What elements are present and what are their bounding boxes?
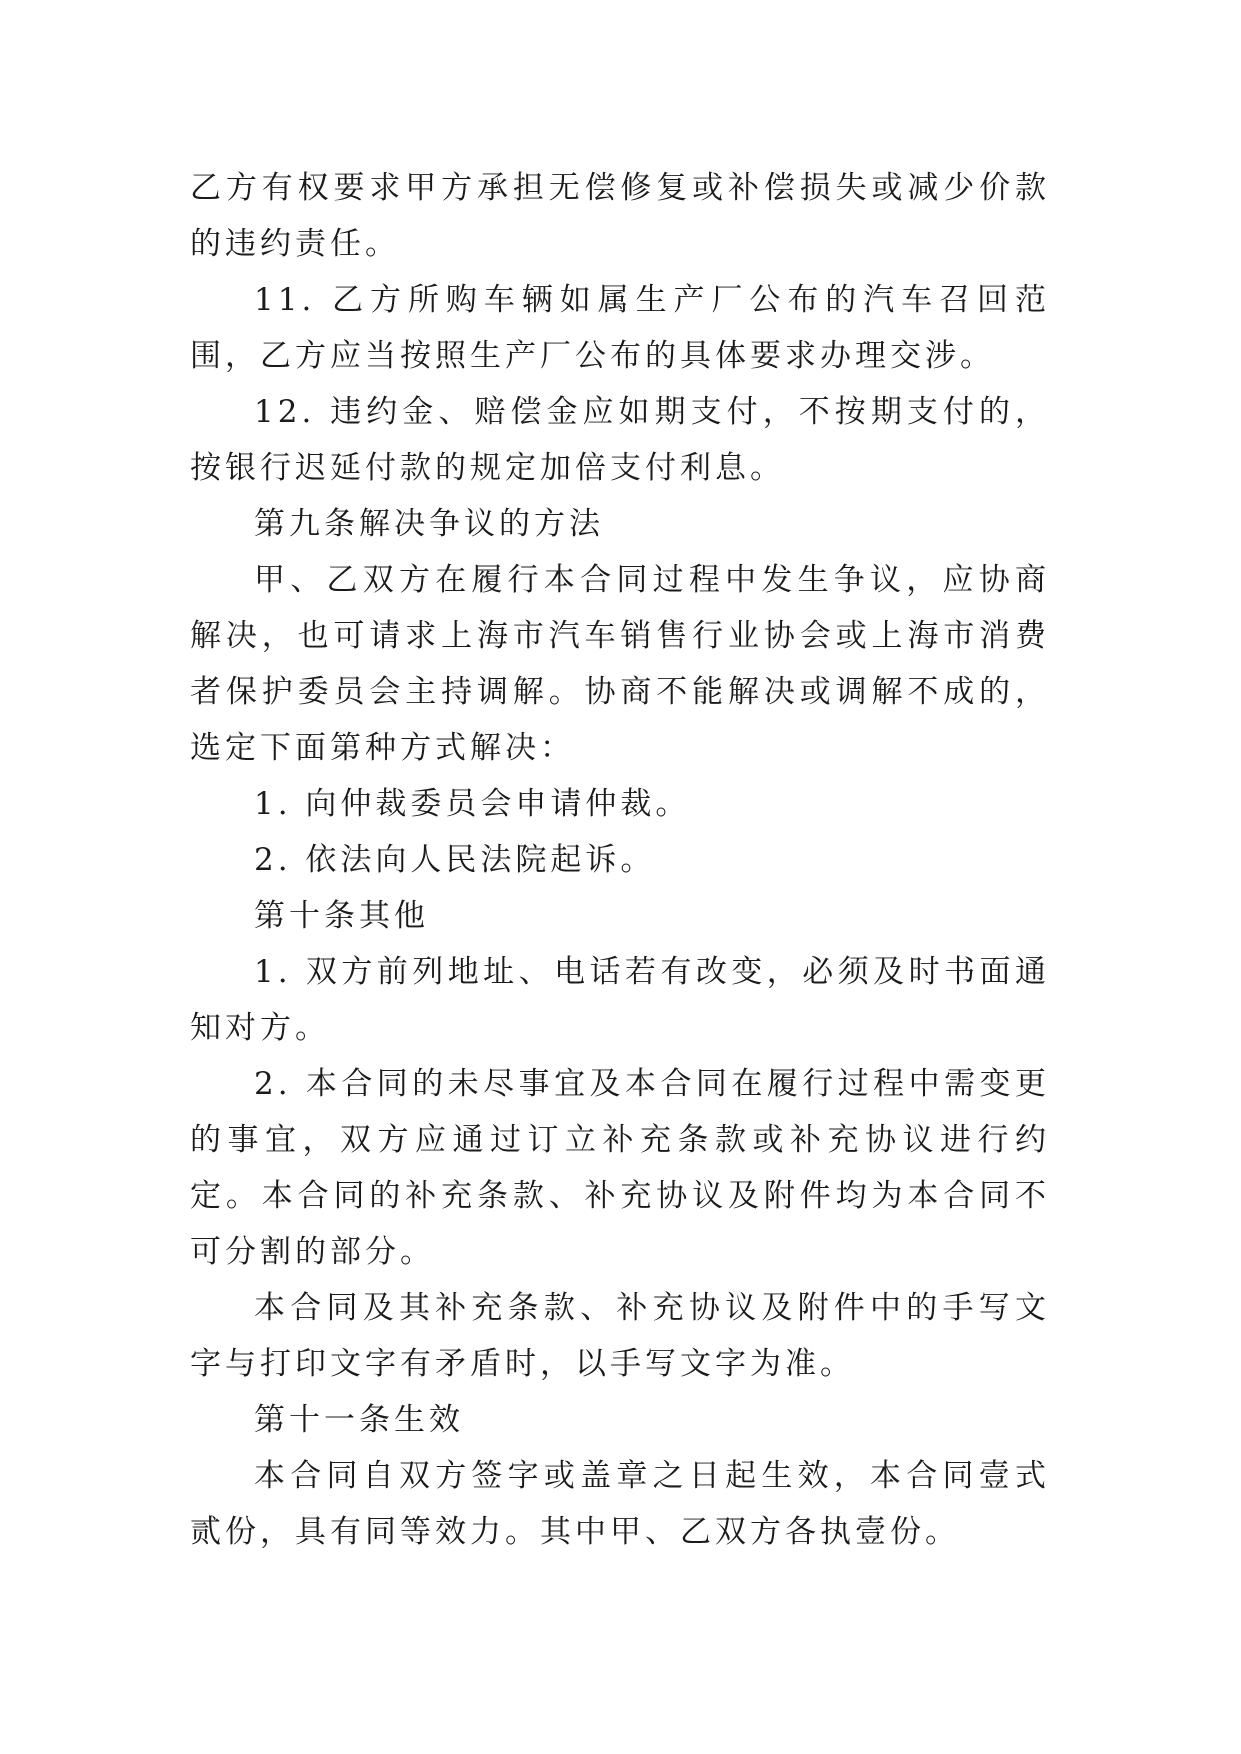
- paragraph-liability-continuation: 乙方有权要求甲方承担无偿修复或补偿损失或减少价款的违约责任。: [190, 170, 1050, 262]
- paragraph-item-11-recall: 11. 乙方所购车辆如属生产厂公布的汽车召回范围，乙方应当按照生产厂公布的具体要求办理交涉。: [190, 282, 1050, 374]
- paragraph-effectiveness: 本合同自双方签字或盖章之日起生效，本合同壹式贰份，具有同等效力。其中甲、乙双方各执壹份。: [190, 1458, 1050, 1550]
- paragraph-option-lawsuit: 2. 依法向人民法院起诉。: [254, 842, 656, 878]
- paragraph-other-item-1: 1. 双方前列地址、电话若有改变，必须及时书面通知对方。: [190, 954, 1050, 1046]
- paragraph-option-arbitration: 1. 向仲裁委员会申请仲裁。: [254, 786, 691, 822]
- paragraph-item-12-penalty: 12. 违约金、赔偿金应如期支付，不按期支付的，按银行迟延付款的规定加倍支付利息。: [190, 394, 1050, 486]
- heading-article-11: 第十一条生效: [254, 1402, 464, 1438]
- heading-article-9: 第九条解决争议的方法: [254, 506, 604, 542]
- paragraph-other-item-2: 2. 本合同的未尽事宜及本合同在履行过程中需变更的事宜，双方应通过订立补充条款或补充协议进行约定。本合同的补充条款、补充协议及附件均为本合同不可分割的部分。: [190, 1066, 1050, 1270]
- paragraph-handwritten-precedence: 本合同及其补充条款、补充协议及附件中的手写文字与打印文字有矛盾时，以手写文字为准。: [190, 1290, 1050, 1382]
- document-body: [190, 160, 1050, 1560]
- paragraph-dispute-resolution: 甲、乙双方在履行本合同过程中发生争议，应协商解决，也可请求上海市汽车销售行业协会或上海市消费者保护委员会主持调解。协商不能解决或调解不成的，选定下面第种方式解决：: [190, 562, 1050, 766]
- heading-article-10: 第十条其他: [254, 898, 429, 934]
